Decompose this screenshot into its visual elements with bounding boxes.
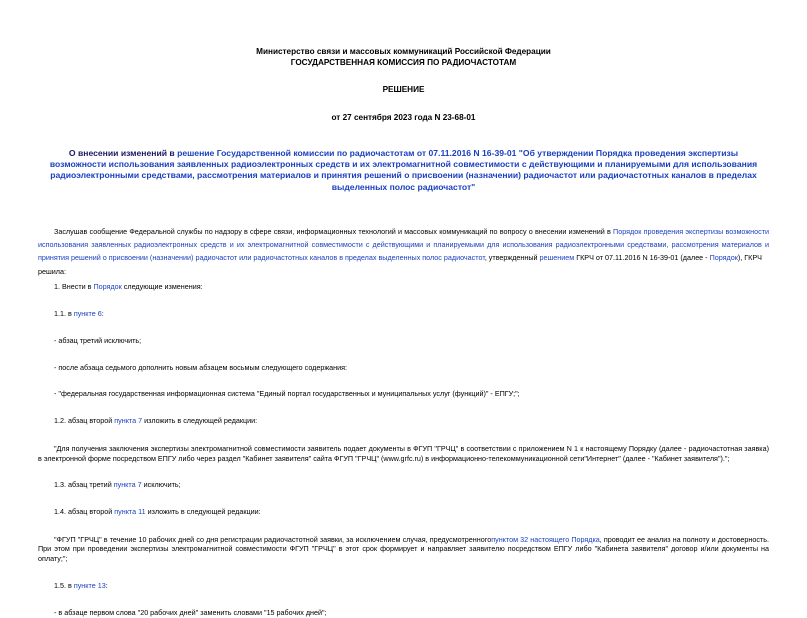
dash-item-2: - после абзаца седьмого дополнить новым абзацем восьмым следующего содержания: [54, 362, 348, 372]
item-1-3-text-post: исключить; [141, 480, 181, 490]
intro-text-2: , утвержденный [484, 252, 540, 262]
intro-paragraph [38, 226, 769, 264]
item-1-1-text-post: : [101, 309, 104, 319]
commission-name: ГОСУДАРСТВЕННАЯ КОМИССИЯ ПО РАДИОЧАСТОТАМ [290, 57, 517, 67]
item-1-2 [38, 416, 769, 426]
title-prefix: О внесении изменений в [68, 147, 178, 158]
intro-text-1: Заслушав сообщение Федеральной службы по надзору в сфере связи, информационных технологий и массовых коммуникаций по вопросу о внесении изменений в [54, 227, 614, 237]
dash-item-3: - "федеральная государственная информационная система "Единый портал государственных и муниципальных услуг (функций)" - ЕПГУ;"; [54, 389, 520, 399]
dash-item-4: - в абзаце первом слова "20 рабочих дней" заменить словами "15 рабочих дней"; [54, 607, 327, 617]
procedure-short-link[interactable]: Порядок [709, 252, 738, 262]
item-1-4-point-11-link[interactable]: пункта 11 [114, 506, 146, 516]
quote-paragraph-2 [38, 535, 769, 564]
quote-paragraph-1: "Для получения заключения экспертизы электромагнитной совместимости заявитель подает документы в ФГУП "ГРЧЦ" в соответствии с приложением N 1 к настоящему Порядку (далее - радиочастотная заявка) в электронной форме посредством ЕПГУ либо через раздел "Кабинет заявителя" сайта ФГУП "ГРЧЦ" (www.grfc.ru) в информационно-телекоммуникационной сети"Интернет" (далее - "Кабинет заявителя")."; [38, 443, 769, 463]
item-1-text-post: следующие изменения: [121, 282, 203, 292]
item-1-5-text-post: : [105, 580, 108, 590]
item-1-4-text-pre: 1.4. абзац второй [54, 506, 115, 516]
quote-2-text-pre: "ФГУП "ГРЧЦ" в течение 10 рабочих дней со дня регистрации радиочастотной заявки, за исключением случая, предусмотренного [54, 534, 492, 544]
decision-link[interactable]: решением [539, 252, 575, 262]
intro-text-4: ), ГКРЧ [737, 252, 762, 262]
point-32-link[interactable]: пунктом 32 настоящего Порядка [491, 534, 600, 544]
item-1-1 [38, 309, 769, 319]
item-1-5-text-pre: 1.5. в [54, 580, 74, 590]
document-title [42, 148, 765, 194]
item-1-4-text-post: изложить в следующей редакции: [145, 506, 261, 516]
item-1-4 [38, 507, 769, 517]
item-1-2-text-post: изложить в следующей редакции: [142, 416, 258, 426]
document-page [0, 47, 807, 618]
procedure-full-link[interactable]: Порядок проведения экспертизы возможности использования заявленных радиоэлектронных средств и их электромагнитной совместимости с действующими и планируемыми для использования радиоэлектронными средствами, рассмотрения материалов и принятия решений о присвоении (назначении) радиочастот или радиочастотных каналов в пределах выделенных полос радиочастот [38, 227, 770, 262]
item-1-text-pre: 1. Внести в [54, 282, 94, 292]
quote-2-text-post: , проводит ее анализ на полноту и достоверность. При этом при проведении экспертизы электромагнитной совместимости ФГУП "ГРЧЦ" в этот срок формирует и направляет заявителю посредством ЕПГУ либо "Кабинета заявителя" договор и/или документы на оплату;"; [38, 534, 770, 564]
item-1-2-text-pre: 1.2. абзац второй [54, 416, 115, 426]
intro-text-3: ГКРЧ от 07.11.2016 N 16-39-01 (далее - [574, 252, 710, 262]
title-decision-link[interactable]: решение Государственной комиссии по радиочастотам от 07.11.2016 N 16-39-01 "Об утверждении Порядка проведения экспертизы возможности использования заявленных радиоэлектронных средств и их электромагнитной совместимости с действующими и планируемыми для использования радиоэлектронными средствами, рассмотрения материалов и принятия решений о присвоении (назначении) радиочастот или радиочастотных каналов в пределах выделенных полос радиочастот" [49, 147, 758, 192]
item-1-3 [38, 480, 769, 490]
decision-date-number: от 27 сентября 2023 года N 23-68-01 [331, 112, 476, 122]
item-1-5-point-13-link[interactable]: пункте 13 [73, 580, 106, 590]
item-1-2-point-7-link[interactable]: пункта 7 [114, 416, 143, 426]
document-header [38, 47, 769, 68]
decision-label: РЕШЕНИЕ [382, 85, 425, 95]
item-1-3-text-pre: 1.3. абзац третий [54, 480, 114, 490]
item-1-5 [38, 581, 769, 591]
item-1-1-point-6-link[interactable]: пункте 6 [73, 309, 102, 319]
ministry-name: Министерство связи и массовых коммуникаций Российской Федерации [256, 47, 551, 56]
resolved-label: решила: [38, 266, 66, 276]
item-1-3-point-7-link[interactable]: пункта 7 [113, 480, 142, 490]
item-1 [38, 282, 769, 292]
item-1-1-text-pre: 1.1. в [54, 309, 74, 319]
item-1-procedure-link[interactable]: Порядок [93, 282, 122, 292]
dash-item-1: - абзац третий исключить; [54, 335, 142, 345]
